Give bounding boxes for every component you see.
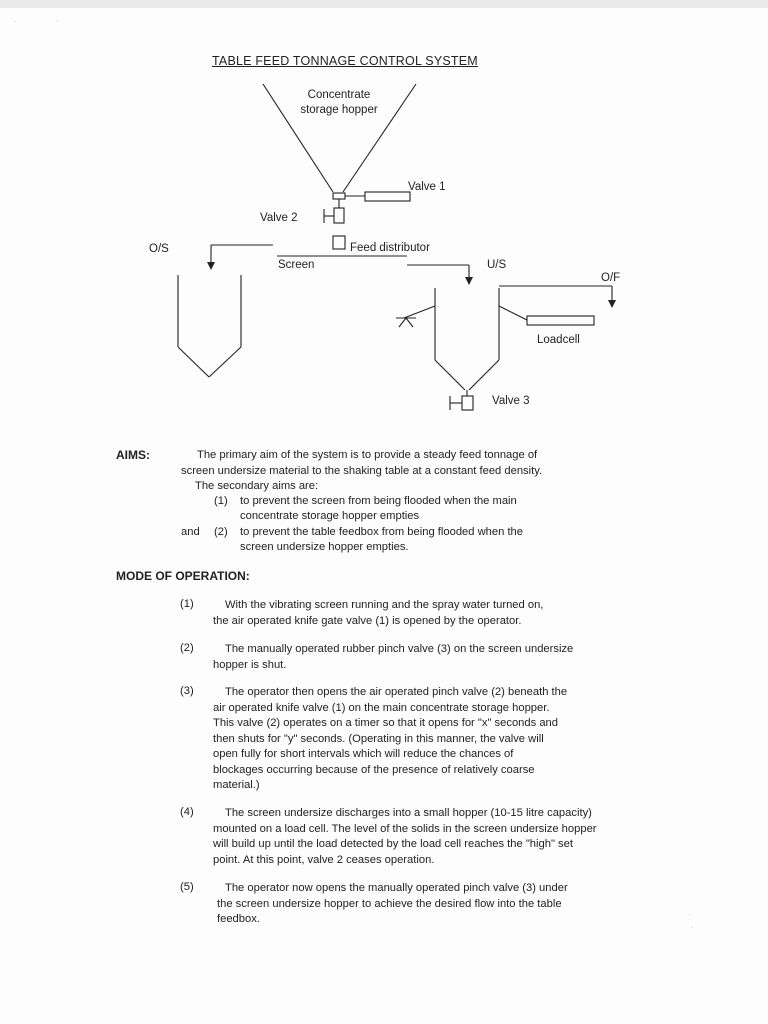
os-label: O/S bbox=[149, 243, 169, 255]
hopper-label-line2: storage hopper bbox=[300, 104, 378, 116]
aims-item-1-num: (1) bbox=[214, 495, 228, 507]
aims-line-3: The secondary aims are: bbox=[195, 480, 319, 492]
loadcell-box bbox=[527, 316, 594, 325]
valve-3-label: Valve 3 bbox=[492, 395, 530, 407]
valve-3-body bbox=[462, 396, 473, 410]
step-2-number: (2) bbox=[180, 642, 194, 654]
process-diagram bbox=[0, 0, 768, 440]
step-5-text: The operator now opens the manually operated pinch valve (3) under the screen undersize hopper to achieve the desired flow into the table feedbox. bbox=[217, 882, 568, 925]
aims-and: and bbox=[181, 526, 200, 538]
step-3-number: (3) bbox=[180, 685, 194, 697]
mode-heading: MODE OF OPERATION: bbox=[116, 569, 250, 583]
scan-speck: ˙ bbox=[56, 19, 59, 28]
aims-label: AIMS: bbox=[116, 448, 150, 462]
page-title: TABLE FEED TONNAGE CONTROL SYSTEM bbox=[212, 54, 478, 68]
aims-item-2-line-2: screen undersize hopper empties. bbox=[240, 541, 409, 553]
valve-1-body bbox=[333, 193, 345, 199]
step-1-number: (1) bbox=[180, 598, 194, 610]
us-label: U/S bbox=[487, 259, 507, 271]
aims-line-1: The primary aim of the system is to provide a steady feed tonnage of bbox=[197, 449, 538, 461]
step-1-text: With the vibrating screen running and the spray water turned on, the air operated knife gate valve (1) is opened by the operator. bbox=[213, 599, 544, 627]
feed-distributor-box bbox=[333, 236, 345, 249]
scan-speck: ˙ bbox=[689, 913, 692, 922]
step-5-number: (5) bbox=[180, 881, 194, 893]
scan-speck: ˙ bbox=[14, 20, 17, 29]
aims-item-2-num: (2) bbox=[214, 526, 228, 538]
feed-distributor-label: Feed distributor bbox=[350, 242, 430, 254]
aims-item-1-line-2: concentrate storage hopper empties bbox=[240, 510, 420, 522]
valve-1-label: Valve 1 bbox=[408, 181, 446, 193]
us-arrow-icon bbox=[465, 277, 473, 285]
aims-item-1-line-1: to prevent the screen from being flooded when the main bbox=[240, 495, 517, 507]
screen-label: Screen bbox=[278, 259, 315, 271]
aims-line-2: screen undersize material to the shaking table at a constant feed density. bbox=[181, 465, 543, 477]
aims-item-2-line-1: to prevent the table feedbox from being flooded when the bbox=[240, 526, 523, 538]
hopper-label-line1: Concentrate bbox=[307, 89, 371, 101]
step-3-text: The operator then opens the air operated pinch valve (2) beneath the air operated knife valve (1) on the main concentrate storage hopper. This valve (2) operates on a timer so that it opens for "x" seconds and then shuts for "y" seconds. (Operating in this manner, the valve will open fully for short intervals which will reduce the chances of blockages occurring because of the presence of relatively coarse material.) bbox=[213, 686, 568, 791]
os-arrow-icon bbox=[207, 262, 215, 270]
step-4-text: The screen undersize discharges into a small hopper (10-15 litre capacity) mounted on a load cell. The level of the solids in the screen undersize hopper will build up until the load detected by the load cell reaches the "high" set point. At this point, valve 2 ceases operation. bbox=[213, 807, 597, 866]
loadcell-label: Loadcell bbox=[537, 334, 580, 346]
valve-2-body bbox=[334, 208, 344, 223]
valve-1-actuator bbox=[365, 192, 410, 201]
step-4-number: (4) bbox=[180, 806, 194, 818]
of-label: O/F bbox=[601, 272, 621, 284]
scan-speck: ˙ bbox=[691, 926, 694, 935]
of-arrow-icon bbox=[608, 300, 616, 308]
valve-2-label: Valve 2 bbox=[260, 212, 298, 224]
step-2-text: The manually operated rubber pinch valve (3) on the screen undersize hopper is shut. bbox=[213, 643, 574, 671]
